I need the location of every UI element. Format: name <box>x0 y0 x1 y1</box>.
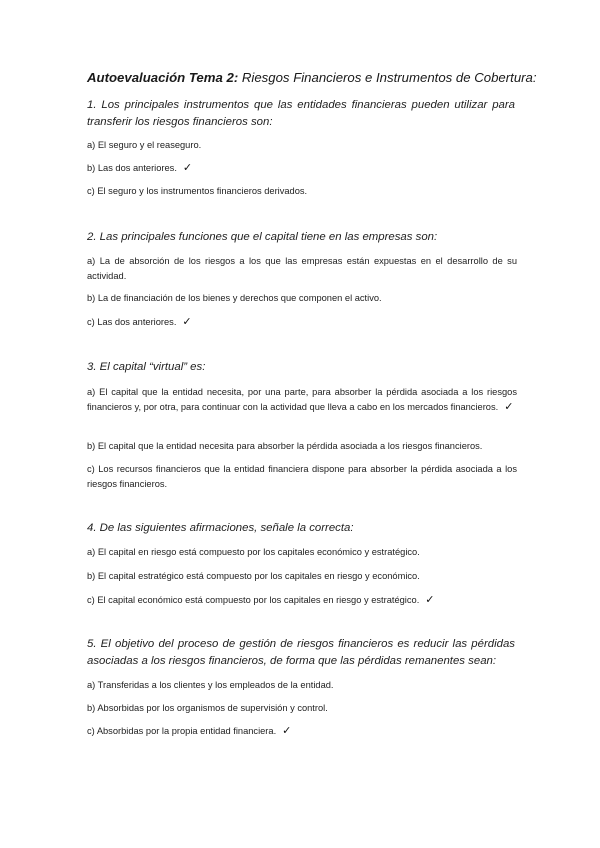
question-4: 4. De las siguientes afirmaciones, señale la correcta: <box>87 522 354 534</box>
q4-option-b <box>87 569 517 584</box>
option-text: a) El capital que la entidad necesita, por una parte, para absorber la pérdida asociada a los riesgos financieros y, por otra, para continuar con la actividad que lleva a cabo en los mercados financieros. <box>87 387 517 412</box>
option-text: c) El seguro y los instrumentos financieros derivados. <box>87 186 308 196</box>
question-5: 5. El objetivo del proceso de gestión de riesgos financieros es reducir las pérdidas asociadas a los riesgos financieros, de forma que las pérdidas remanentes sean: <box>87 638 515 667</box>
question-2: 2. Las principales funciones que el capital tiene en las empresas son: <box>87 231 438 243</box>
q1-option-b <box>87 161 517 176</box>
q5-option-a <box>87 678 517 693</box>
q4-option-a <box>87 545 517 560</box>
q2-option-c <box>87 315 517 330</box>
check-icon: ✓ <box>425 594 435 606</box>
title-rest: Riesgos Financieros e Instrumentos de Cobertura: <box>238 70 537 85</box>
option-text: b) El capital estratégico está compuesto por los capitales en riesgo y económico. <box>87 571 420 581</box>
option-text: a) El seguro y el reaseguro. <box>87 140 202 150</box>
option-text: a) El capital en riesgo está compuesto por los capitales económico y estratégico. <box>87 547 420 557</box>
check-icon: ✓ <box>504 401 514 413</box>
q5-option-b <box>87 701 517 716</box>
option-text: c) Los recursos financieros que la entidad financiera dispone para absorber la pérdida asociada a los riesgos financieros. <box>87 464 517 489</box>
option-text: c) El capital económico está compuesto por los capitales en riesgo y estratégico. <box>87 595 420 605</box>
option-text: b) Las dos anteriores. <box>87 163 177 173</box>
q1-option-c <box>87 184 517 199</box>
q1-option-a <box>87 138 517 153</box>
option-text: a) Transferidas a los clientes y los empleados de la entidad. <box>87 680 334 690</box>
check-icon: ✓ <box>182 162 193 174</box>
title-bold: Autoevaluación Tema 2: <box>87 70 239 85</box>
option-text: b) El capital que la entidad necesita para absorber la pérdida asociada a los riesgos financieros. <box>87 441 483 451</box>
q2-option-a <box>87 254 517 284</box>
question-3: 3. El capital “virtual” es: <box>87 361 206 373</box>
option-text: b) Absorbidas por los organismos de supervisión y control. <box>87 703 328 713</box>
q5-option-c <box>87 724 517 739</box>
question-1: 1. Los principales instrumentos que las entidades financieras pueden utilizar para transferir los riesgos financieros son: <box>87 99 515 128</box>
q2-option-b <box>87 291 517 306</box>
page-title <box>87 70 537 86</box>
option-text: c) Absorbidas por la propia entidad financiera. <box>87 726 277 736</box>
option-text: c) Las dos anteriores. <box>87 317 177 327</box>
option-text: a) La de absorción de los riesgos a los que las empresas están expuestas en el desarrollo de su actividad. <box>87 256 517 281</box>
q3-option-a <box>87 385 517 415</box>
check-icon: ✓ <box>182 316 192 328</box>
check-icon: ✓ <box>282 725 292 737</box>
q3-option-b <box>87 439 517 454</box>
option-text: b) La de financiación de los bienes y derechos que componen el activo. <box>87 293 382 303</box>
q3-option-c <box>87 462 517 492</box>
q4-option-c <box>87 593 517 608</box>
